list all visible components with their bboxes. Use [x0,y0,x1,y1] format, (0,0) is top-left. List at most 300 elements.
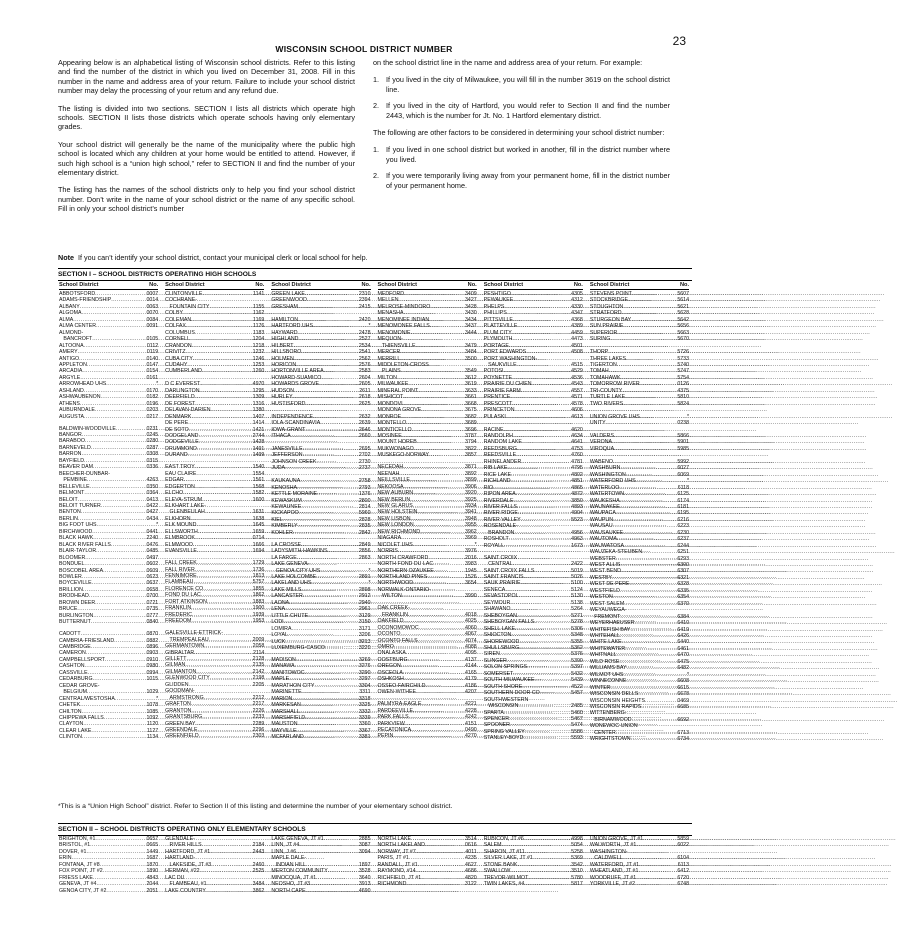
district-number: 4613 [571,413,583,420]
district-name: JEFFERSON [271,452,303,459]
district-number: 3696 [465,426,477,433]
district-number: 5439 [571,677,583,684]
district-name: SOLON SPRINGS [483,664,528,671]
district-name: RUBICON, JT #6 [483,836,524,842]
district-name: ELMWOOD [165,541,193,548]
district-name: BALDWIN-WOODVILLE [59,425,116,432]
district-number: 3381 [358,734,371,741]
district-number: 4368 [571,316,583,323]
district-name: CALDWELL [589,855,623,862]
note-text: If you can’t identify your school district, contact your municipal clerk or local school for help. [77,253,368,262]
district-number: 6461 [677,645,690,652]
district-number: 3892 [465,470,477,477]
district-number: 3129 [358,612,371,619]
district-name: PORTAGE [483,342,509,349]
intro-paragraph: The listing is divided into two sections. SECTION I lists all districts which operate high schools. SECTION II lists those districts which operate schools having only elementary grades. [58,103,355,132]
district-name: MERTON COMMUNITY [271,868,328,875]
district-name: SEVASTOPOL [483,593,519,600]
leader-dots [610,336,676,342]
district-name: WITTENBERG- [589,710,627,717]
district-number: 5271 [571,612,583,619]
district-name: SUPERIOR [589,329,618,336]
district-number: 5726 [677,349,690,356]
district-number: 5397 [571,664,583,671]
district-name: WINTER [589,684,611,691]
district-number: 4459 [571,329,583,336]
item-text: If you lived in the city of Hartford, you would refer to Section II and find the number 2443, which is the number for Jt. No. 1 Hartford elementary district. [386,101,670,120]
district-name: WEBSTER [589,555,616,562]
district-number: 6440 [677,639,690,646]
district-number: 3087 [358,842,371,849]
district-number: 3948 [465,515,477,522]
district-name: LINN, JT #4 [271,842,300,849]
district-number: 3297 [358,676,371,683]
district-name: BLOOMER [59,554,86,561]
district-name: HOLMEN [271,355,294,362]
district-number: 5100 [571,580,583,587]
district-name: DURAND [165,452,188,459]
district-name: PLUM CITY [483,329,512,336]
district-number: 2443 [252,848,265,855]
district-number: 2605 [358,381,371,388]
district-name: RICE LAKE [483,471,512,478]
district-number: 2184 [252,842,265,849]
district-number: 4627 [465,861,477,868]
district-name: FREMONT [589,613,621,620]
district-name: DODGELAND [165,432,199,439]
district-number: 0091 [146,323,159,330]
district-number: 0350 [146,483,159,490]
district-number: 6720 [677,874,690,881]
district-name: SOMERSET [483,670,514,677]
district-name: RICHFIELD, JT #1 [377,874,422,881]
district-name: DENMARK [165,413,192,420]
district-number: 6426 [677,633,690,640]
district-name: GLENBEULAH [165,509,205,516]
district-name: SHARON, JT #11 [483,848,525,855]
district-name: MARSHALL [271,708,300,715]
district-name: OSSEO-FAIRCHILD [377,682,426,689]
district-name: BROWN DEER [59,599,96,606]
district-number: 4242 [465,714,477,721]
district-number: 2618 [358,394,371,401]
leader-dots [200,868,252,874]
district-number: 1092 [146,715,159,721]
district-number: 0140 [146,355,159,362]
district-number: 1155 [253,303,265,310]
district-name: COCHRANE- [165,297,197,304]
district-name: NEW LISBON [377,515,411,522]
district-number: 3675 [465,407,477,414]
header-district: School District [59,282,99,288]
district-number: 6410 [677,620,690,627]
district-name: FORT ATKINSON [165,598,207,605]
district-number: 5474 [571,722,583,729]
district-name: PITTSVILLE [483,316,513,323]
district-name: DARLINGTON [165,387,200,394]
district-number: 3428 [465,303,477,310]
district-number: 3269 [358,656,371,663]
district-name: GREENWOOD [271,297,307,304]
district-name: WHEATLAND, JT #1 [589,868,639,875]
district-name: UNION GROVE UHS [589,413,640,420]
district-number: 4578 [571,400,583,407]
district-name: WAUWATOSA [589,542,624,549]
district-number: 1204 [252,336,265,343]
district-name: WILLIAMS BAY [589,665,627,672]
district-name: PEPIN [377,733,394,740]
district-number: 2009 [252,636,265,643]
factor-item [373,145,670,164]
district-name: LODI [271,619,284,626]
district-name: NORRIS [377,548,398,555]
district-number: 4088 [465,644,477,651]
column-header [59,281,158,290]
district-number: 2525 [252,868,265,875]
district-number: 1666 [252,541,265,548]
district-number: 1554 [252,470,265,477]
leader-dots [402,593,464,599]
district-number: 3633 [465,387,477,394]
district-number: 5670 [677,336,690,343]
district-name: MENASHA [377,310,404,317]
district-name: CLEAR LAKE [59,727,92,734]
district-number: 0084 [146,316,159,323]
district-name: WATERTOWN [589,491,625,498]
district-name: WOODRUFF, JT #1 [589,874,637,881]
district-number: 6370 [677,600,690,607]
district-name: FRIESS LAKE [59,874,93,881]
district-name: OSCEOLA [377,669,403,676]
district-name: BRILLION [59,586,83,593]
district-number: 6335 [677,587,690,594]
district-name: WILD ROSE [589,658,620,665]
district-name: RANDOLPH [483,432,513,439]
district-number: 4179 [465,676,477,683]
district-number: 5663 [677,329,690,336]
district-number: 2814 [358,503,371,510]
district-name: FRANKLIN [165,605,192,612]
district-name: WEYAUWEGA- [589,607,627,614]
district-name: MISHICOT [377,394,404,401]
district-name: GLENDALE- [165,836,195,842]
leader-dots [202,497,252,503]
district-name: SUN PRAIRIE [589,323,624,330]
leader-dots [291,433,358,439]
district-name: FRANKLIN [377,611,408,618]
district-number: 2695 [358,445,371,452]
district-column [374,281,480,743]
district-number: 3332 [358,708,371,715]
district-number: 1862 [252,592,265,599]
item-text: If you lived in one school district but worked in another, fill in the district number where you lived. [386,145,670,164]
district-name: RIVER HILLS [165,842,202,849]
district-name: NEW HOLSTEIN [377,509,418,516]
district-number: 3094 [358,848,371,855]
district-number: 4963 [571,536,583,543]
district-number: 6328 [677,581,690,588]
district-number: 6354 [677,594,690,601]
district-number: 0657 [146,836,159,842]
district-name: MEDFORD [377,291,405,297]
district-number: 5348 [571,632,583,639]
district-name: CEDARBURG [59,676,93,683]
district-number: 6307 [677,568,690,575]
district-name: ARCADIA [59,368,83,375]
district-name: BELMONT [59,490,85,497]
district-name: CASHTON [59,663,85,670]
district-name: SPARTA [483,709,504,716]
factor-item [373,171,670,190]
district-name: JOHNSON CREEK [271,458,317,465]
district-name: SWALLOW [483,868,511,875]
factors-intro: The following are other factors to be considered in determining your school district number: [373,128,665,138]
district-row [271,734,370,740]
district-name: JANESVILLE [271,445,303,452]
district-name: WAUZEKA-STEUBEN [589,549,643,556]
header-district: School District [483,282,524,288]
intro-paragraph: The listing has the names of the school districts only to help you find your school district number. Don’t write in the name of your school district or the name of any specific school. Fill in only your school district’s number [58,185,355,214]
district-name: HIGHLAND [271,336,299,343]
leader-dots [636,842,676,848]
district-name: RACINE [483,426,504,433]
district-number: 6125 [677,491,690,498]
leader-dots [293,530,358,536]
district-name: BIG FOOT UHS [59,522,97,529]
district-number: 4904 [571,510,583,517]
district-number: 1183 [253,329,265,336]
district-number: 2240 [146,535,159,542]
district-number: 0980 [146,663,159,670]
district-number: 3955 [465,522,477,529]
district-name: EDGERTON [165,483,195,490]
district-name: HUSTISFORD [271,400,306,407]
district-number: 1127 [146,727,159,734]
district-name: TIGERTON [589,361,617,368]
district-name: SILVER LAKE, JT #1 [483,855,533,862]
district-number: 0119 [146,349,159,356]
district-name: RIO [483,484,494,491]
header-district: School District [271,282,311,288]
district-name: CENTER [589,729,616,736]
district-name: ERIN [59,855,72,862]
district-number: 5124 [571,586,583,593]
district-name: ELCHO [165,490,184,497]
district-number: 3913 [358,881,371,888]
district-name: WISCONSIN DELLS [589,691,639,698]
district-name: COLFAX [165,323,186,330]
district-name: TOMAHAWK [589,374,621,381]
district-number: 3640 [358,874,371,881]
district-name: RANDALL, JT #1 [377,861,418,868]
district-name: PEWAUKEE [483,297,514,304]
district-number: 0469 [677,697,690,704]
district-name: MADISON [271,656,296,663]
district-name: MOSINEE [377,432,402,439]
district-number: 3276 [358,663,371,670]
district-name: SHOREWOOD [483,638,520,645]
district-name: HARTLAND- [165,855,196,862]
district-number: 3427 [465,297,477,304]
district-name: MONONA GROVE [377,407,422,414]
district-number: * [368,323,371,330]
district-name: GLENWOOD CITY [165,675,210,682]
district-name: PORT EDWARDS [483,349,527,356]
district-number: * [368,567,371,574]
district-name: WAUNAKEE [589,503,620,510]
district-number: 3528 [358,868,371,875]
district-number: 1414 [252,420,265,427]
district-name: WAUPUN [589,516,613,523]
district-number: 2758 [358,478,371,485]
district-number: 1141 [253,291,265,297]
district-name: EVANSVILLE [165,548,197,555]
district-number: 3220 [358,644,371,651]
district-name: MARION [271,695,293,702]
district-number: 1316 [252,400,265,407]
district-name: OREGON [377,663,401,670]
district-name: FALL RIVER [165,566,195,573]
district-name: FOX POINT, JT #2 [59,868,103,875]
district-row [271,401,370,407]
district-name: WATERFORD, JT #1 [589,861,640,868]
leader-dots [325,645,358,651]
district-number: 4760 [571,452,583,459]
district-number: 2576 [358,361,371,368]
district-number: 3794 [465,439,477,446]
district-number: 4186 [465,682,477,689]
district-number: 0203 [146,407,159,414]
district-number: 1078 [146,702,159,709]
section-1-table [58,280,692,743]
district-number: 0665 [146,842,159,849]
district-name: IOWA-GRANT [271,426,306,433]
district-number: 1883 [252,598,265,605]
district-name: KOHLER [271,529,293,536]
district-number: 6174 [677,497,690,504]
district-name: STEVENS POINT [589,291,632,297]
district-name: BANGOR [59,432,82,439]
district-number: 1687 [146,855,159,862]
district-name: WASHBURN [589,465,621,472]
district-number: 2885 [358,836,371,842]
district-number: 2527 [358,336,371,343]
district-row [271,530,370,536]
district-number: 5523 [571,516,583,523]
district-number: 3484 [465,349,477,356]
district-number: 1582 [252,490,265,497]
district-name: FREDERIC [165,611,193,618]
district-number: 2541 [358,349,371,356]
district-name: PLYMOUTH [483,336,513,343]
district-name: NEKOOSA [377,483,404,490]
district-name: BRISTOL, #1 [59,842,91,849]
district-name: BIRNAMWOOD [589,716,632,723]
district-name: BARRON [59,451,82,458]
district-number: 2205 [252,681,265,688]
district-row [590,420,689,426]
district-number: 6022 [677,842,690,849]
district-name: ALMA CENTER [59,323,97,330]
district-name: RIVER RIDGE [483,510,518,517]
intro-text [58,58,670,222]
district-name: SLINGER [483,657,507,664]
district-name: CLINTONVILLE [165,291,203,297]
district-name: WESTBY [589,574,613,581]
leader-dots [504,543,570,549]
district-number: 0287 [146,444,159,451]
district-number: 6069 [677,471,690,478]
leader-dots [91,619,146,625]
leader-dots [199,733,252,739]
district-number: 1120 [146,721,159,728]
district-number: 3311 [359,689,371,696]
district-number: 1638 [252,515,265,522]
district-name: HORICON [271,361,297,368]
district-number: 3325 [358,702,371,709]
district-number: 4473 [571,336,583,343]
district-number: 4781 [571,458,583,465]
district-name: LAONA [271,599,290,606]
district-number: 3542 [571,861,583,868]
district-name: KAUKAUNA [271,478,301,485]
district-name: NICOLET UHS [377,541,413,548]
district-number: 4060 [465,624,477,631]
district-number: 0336 [146,464,159,471]
district-name: WHITEHALL [589,633,620,640]
district-number: 5824 [677,400,690,407]
district-name: STOCKBRIDGE [589,297,628,304]
district-column [586,281,692,743]
district-name: BUTTERNUT [59,619,91,626]
header-district: School District [377,282,417,288]
district-name: WHITEFISH BAY [589,626,631,633]
district-name: WAUSAUKEE [589,529,624,536]
district-name: CAMERON [59,650,86,657]
district-number: 4347 [571,310,583,317]
district-number: 1526 [465,573,477,580]
district-number: 3850 [571,497,583,504]
district-number: 3612 [465,374,477,381]
district-number: 5264 [571,606,583,613]
district-number: 5642 [677,316,690,323]
district-name: NEOSHO, JT #3 [271,881,311,888]
district-name: BRIGHTON, #1 [59,836,96,842]
district-name: ELMBROOK [165,535,195,542]
district-name: WEYERHAEUSER [589,620,635,627]
district-number: 3906 [465,483,477,490]
district-number: * [156,381,159,388]
district-number: 0721 [146,599,159,606]
district-number: 0413 [146,496,159,503]
district-number: 5457 [571,690,583,697]
district-name: SIREN [483,651,500,658]
district-number: 1694 [252,548,265,555]
factors-list [373,145,670,190]
district-number: 3682 [465,413,477,420]
district-number: 0217 [146,413,159,420]
intro-left-column [58,58,355,222]
district-number: 3969 [465,535,477,542]
district-name: PECATONICA [377,726,412,733]
district-number: 0637 [146,580,159,587]
district-number: 6713 [677,729,690,736]
district-number: 1900 [252,605,265,612]
district-number: 5593 [571,735,583,742]
district-number: 0994 [146,669,159,676]
page-number: 23 [672,34,686,48]
district-name: GENOA CITY UHS [271,567,321,574]
